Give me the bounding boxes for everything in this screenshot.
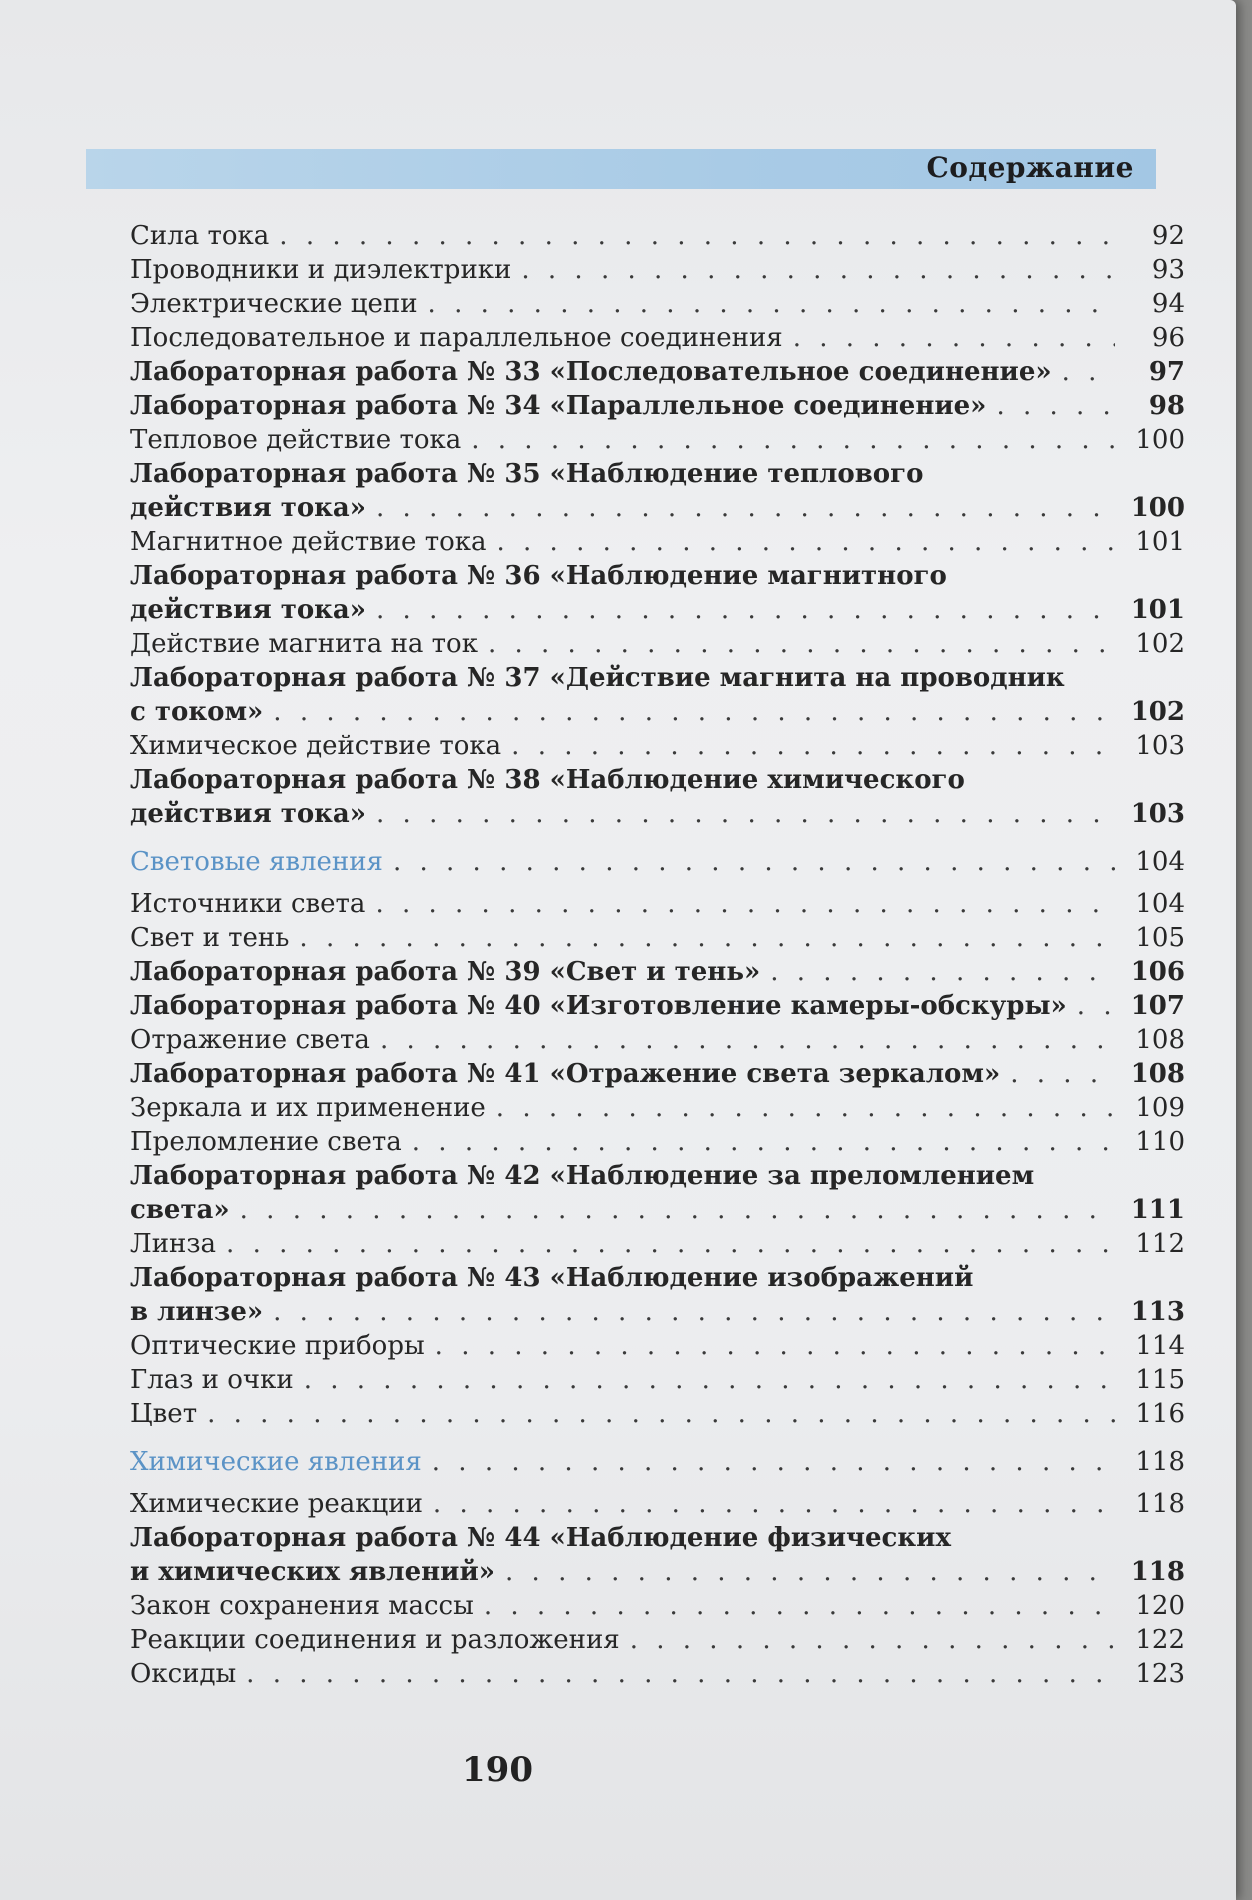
toc-entry[interactable] <box>130 1397 1185 1431</box>
toc-entry[interactable] <box>130 1657 1185 1691</box>
lab-work-label: Лабораторная работа № 38 <box>130 765 541 795</box>
lab-work-label: Лабораторная работа № 43 <box>130 1263 541 1293</box>
dot-leader <box>996 389 1115 423</box>
toc-entry-line <box>130 1261 1185 1295</box>
toc-page-number: 111 <box>1130 1195 1185 1225</box>
dot-leader <box>630 1623 1115 1657</box>
spacer <box>541 1261 550 1295</box>
toc-page-number: 104 <box>1135 847 1185 877</box>
dot-leader <box>428 287 1115 321</box>
toc-page-number: 93 <box>1151 255 1185 285</box>
toc-entry-title: «Действие магнита на проводник <box>549 663 1065 693</box>
toc-entry-title: «Свет и тень» <box>549 957 761 987</box>
toc-entry[interactable] <box>130 921 1185 955</box>
toc-entry-title: Магнитное действие тока <box>130 527 487 557</box>
spacer <box>541 763 550 797</box>
toc-entry-continuation: действия тока» <box>130 493 367 523</box>
dot-leader <box>1010 1057 1115 1091</box>
toc-entry-continuation: света» <box>130 1195 230 1225</box>
toc-entry-title: Проводники и диэлектрики <box>130 255 512 285</box>
toc-entry-title: «Наблюдение теплового <box>549 459 924 489</box>
toc-entry[interactable] <box>130 797 1185 831</box>
toc-entry[interactable] <box>130 1555 1185 1589</box>
dot-leader <box>226 1227 1115 1261</box>
dot-leader <box>521 253 1115 287</box>
toc-entry-title: «Отражение света зеркалом» <box>549 1059 1001 1089</box>
toc-entry-line <box>130 457 1185 491</box>
toc-entry-title: Цвет <box>130 1399 198 1429</box>
toc-entry-continuation: с током» <box>130 697 264 727</box>
toc-entry-title: Световые явления <box>130 847 383 877</box>
spacer <box>541 389 550 423</box>
toc-entry-continuation: и химических явлений» <box>130 1557 496 1587</box>
lab-work-label: Лабораторная работа № 37 <box>130 663 541 693</box>
spacer <box>541 1521 550 1555</box>
lab-work-label: Лабораторная работа № 35 <box>130 459 541 489</box>
toc-entry[interactable] <box>130 593 1185 627</box>
dot-leader <box>471 423 1115 457</box>
toc-page-number: 100 <box>1130 493 1185 523</box>
toc-entry-title: Отражение света <box>130 1025 370 1055</box>
toc-entry-title: Зеркала и их применение <box>130 1093 486 1123</box>
toc-entry-title: Последовательное и параллельное соединения <box>130 323 783 353</box>
toc-page-number: 102 <box>1130 697 1185 727</box>
lab-work-label: Лабораторная работа № 42 <box>130 1161 541 1191</box>
toc-page-number: 104 <box>1135 889 1185 919</box>
toc-page-number: 120 <box>1135 1591 1185 1621</box>
dot-leader <box>299 921 1115 955</box>
toc-entry-title: «Наблюдение магнитного <box>549 561 947 591</box>
toc-entry[interactable] <box>130 1589 1185 1623</box>
spacer <box>541 989 550 1023</box>
toc-page-number: 101 <box>1135 527 1185 557</box>
dot-leader <box>770 955 1115 989</box>
toc-entry[interactable] <box>130 955 1185 989</box>
toc-entry-title: «Параллельное соединение» <box>549 391 987 421</box>
toc-entry-title: «Изготовление камеры-обскуры» <box>549 991 1067 1021</box>
dot-leader <box>484 1589 1115 1623</box>
toc-entry[interactable] <box>130 627 1185 661</box>
toc-entry[interactable] <box>130 989 1185 1023</box>
toc-page-number: 97 <box>1148 357 1185 387</box>
dot-leader <box>246 1657 1115 1691</box>
spacer <box>541 661 550 695</box>
toc-entry-title: Химическое действие тока <box>130 731 502 761</box>
dot-leader <box>496 1091 1115 1125</box>
toc-page-number: 108 <box>1130 1059 1185 1089</box>
toc-entry-continuation: действия тока» <box>130 799 367 829</box>
toc-page-number: 118 <box>1135 1489 1185 1519</box>
toc-entry-title: Электрические цепи <box>130 289 418 319</box>
toc-entry-title: Химические явления <box>130 1447 422 1477</box>
toc-entry[interactable] <box>130 1193 1185 1227</box>
dot-leader <box>488 627 1115 661</box>
toc-entry[interactable] <box>130 695 1185 729</box>
toc-page-number: 118 <box>1130 1557 1185 1587</box>
dot-leader <box>433 1487 1115 1521</box>
spacer <box>541 457 550 491</box>
toc-entry-title: Свет и тень <box>130 923 290 953</box>
dot-leader <box>412 1125 1115 1159</box>
lab-work-label: Лабораторная работа № 40 <box>130 991 541 1021</box>
dot-leader <box>505 1555 1115 1589</box>
spacer <box>541 355 550 389</box>
lab-work-label: Лабораторная работа № 34 <box>130 391 541 421</box>
toc-entry-title: Химические реакции <box>130 1489 423 1519</box>
dot-leader <box>393 845 1115 879</box>
toc-entry-title: «Наблюдение за преломлением <box>549 1161 1035 1191</box>
toc-entry-line <box>130 763 1185 797</box>
toc-page-number: 107 <box>1130 991 1185 1021</box>
lab-work-label: Лабораторная работа № 39 <box>130 957 541 987</box>
toc-entry-title: «Последовательное соединение» <box>549 357 1052 387</box>
toc-entry[interactable] <box>130 1125 1185 1159</box>
dot-leader <box>435 1329 1115 1363</box>
toc-page-number: 109 <box>1135 1093 1185 1123</box>
toc-page-number: 106 <box>1130 957 1185 987</box>
toc-page-number: 112 <box>1135 1229 1185 1259</box>
toc-page-number: 103 <box>1130 799 1185 829</box>
dot-leader <box>279 219 1115 253</box>
toc-entry-title: «Наблюдение химического <box>549 765 965 795</box>
dot-leader <box>376 593 1115 627</box>
toc-entry-line <box>130 1159 1185 1193</box>
toc-entry-continuation: действия тока» <box>130 595 367 625</box>
dot-leader <box>497 525 1116 559</box>
dot-leader <box>432 1445 1115 1479</box>
header-band <box>86 149 1156 189</box>
table-of-contents <box>130 219 1185 1691</box>
toc-entry-title: Тепловое действие тока <box>130 425 462 455</box>
dot-leader <box>793 321 1115 355</box>
spacer <box>541 1159 550 1193</box>
toc-page-number: 105 <box>1135 923 1185 953</box>
toc-entry[interactable] <box>130 1487 1185 1521</box>
dot-leader <box>1062 355 1115 389</box>
spacer <box>541 955 550 989</box>
dot-leader <box>207 1397 1115 1431</box>
dot-leader <box>273 695 1115 729</box>
toc-entry[interactable] <box>130 1329 1185 1363</box>
toc-entry-title: Глаз и очки <box>130 1365 294 1395</box>
toc-entry[interactable] <box>130 1057 1185 1091</box>
toc-entry-title: «Наблюдение физических <box>549 1523 951 1553</box>
toc-entry[interactable] <box>130 253 1185 287</box>
dot-leader <box>380 1023 1115 1057</box>
toc-page-number: 96 <box>1151 323 1185 353</box>
toc-entry[interactable] <box>130 1023 1185 1057</box>
toc-page-number: 92 <box>1151 221 1185 251</box>
lab-work-label: Лабораторная работа № 41 <box>130 1059 541 1089</box>
toc-entry[interactable] <box>130 1227 1185 1261</box>
dot-leader <box>376 491 1115 525</box>
toc-entry-title: Действие магнита на ток <box>130 629 478 659</box>
toc-entry[interactable] <box>130 887 1185 921</box>
toc-entry-line <box>130 559 1185 593</box>
dot-leader <box>375 887 1115 921</box>
toc-section-heading[interactable] <box>130 1445 1185 1479</box>
toc-page-number: 114 <box>1135 1331 1185 1361</box>
spacer <box>541 1057 550 1091</box>
toc-entry[interactable] <box>130 321 1185 355</box>
toc-entry[interactable] <box>130 1091 1185 1125</box>
toc-entry[interactable] <box>130 1623 1185 1657</box>
lab-work-label: Лабораторная работа № 44 <box>130 1523 541 1553</box>
toc-page-number: 94 <box>1151 289 1185 319</box>
page-title: Содержание <box>926 151 1134 184</box>
toc-page-number: 113 <box>1130 1297 1185 1327</box>
dot-leader <box>273 1295 1115 1329</box>
toc-entry-line <box>130 1521 1185 1555</box>
dot-leader <box>1077 989 1115 1023</box>
lab-work-label: Лабораторная работа № 36 <box>130 561 541 591</box>
toc-entry[interactable] <box>130 1363 1185 1397</box>
toc-page-number: 102 <box>1135 629 1185 659</box>
toc-page-number: 100 <box>1135 425 1185 455</box>
toc-page-number: 103 <box>1135 731 1185 761</box>
toc-section-heading[interactable] <box>130 845 1185 879</box>
toc-page-number: 110 <box>1135 1127 1185 1157</box>
dot-leader <box>240 1193 1115 1227</box>
toc-entry[interactable] <box>130 287 1185 321</box>
toc-entry-title: Источники света <box>130 889 366 919</box>
toc-page-number: 108 <box>1135 1025 1185 1055</box>
toc-page-number: 101 <box>1130 595 1185 625</box>
toc-page-number: 122 <box>1135 1625 1185 1655</box>
toc-entry-continuation: в линзе» <box>130 1297 264 1327</box>
toc-entry[interactable] <box>130 389 1185 423</box>
toc-entry-title: Закон сохранения массы <box>130 1591 474 1621</box>
toc-page-number: 98 <box>1148 391 1185 421</box>
spacer <box>541 559 550 593</box>
toc-entry-title: Оксиды <box>130 1659 237 1689</box>
toc-entry[interactable] <box>130 1295 1185 1329</box>
toc-page-number: 115 <box>1135 1365 1185 1395</box>
toc-entry[interactable] <box>130 729 1185 763</box>
lab-work-label: Лабораторная работа № 33 <box>130 357 541 387</box>
toc-page-number: 118 <box>1135 1447 1185 1477</box>
dot-leader <box>511 729 1115 763</box>
toc-entry[interactable] <box>130 219 1185 253</box>
toc-entry-title: Сила тока <box>130 221 270 251</box>
toc-page-number: 123 <box>1135 1659 1185 1689</box>
toc-entry-line <box>130 661 1185 695</box>
dot-leader <box>304 1363 1115 1397</box>
dot-leader <box>376 797 1115 831</box>
page-number: 190 <box>462 1750 533 1790</box>
toc-page-number: 116 <box>1135 1399 1185 1429</box>
toc-entry[interactable] <box>130 423 1185 457</box>
toc-entry-title: Преломление света <box>130 1127 402 1157</box>
toc-entry-title: Оптические приборы <box>130 1331 425 1361</box>
toc-entry[interactable] <box>130 491 1185 525</box>
toc-entry[interactable] <box>130 525 1185 559</box>
toc-entry[interactable] <box>130 355 1185 389</box>
toc-entry-title: «Наблюдение изображений <box>549 1263 974 1293</box>
toc-entry-title: Реакции соединения и разложения <box>130 1625 620 1655</box>
toc-entry-title: Линза <box>130 1229 217 1259</box>
